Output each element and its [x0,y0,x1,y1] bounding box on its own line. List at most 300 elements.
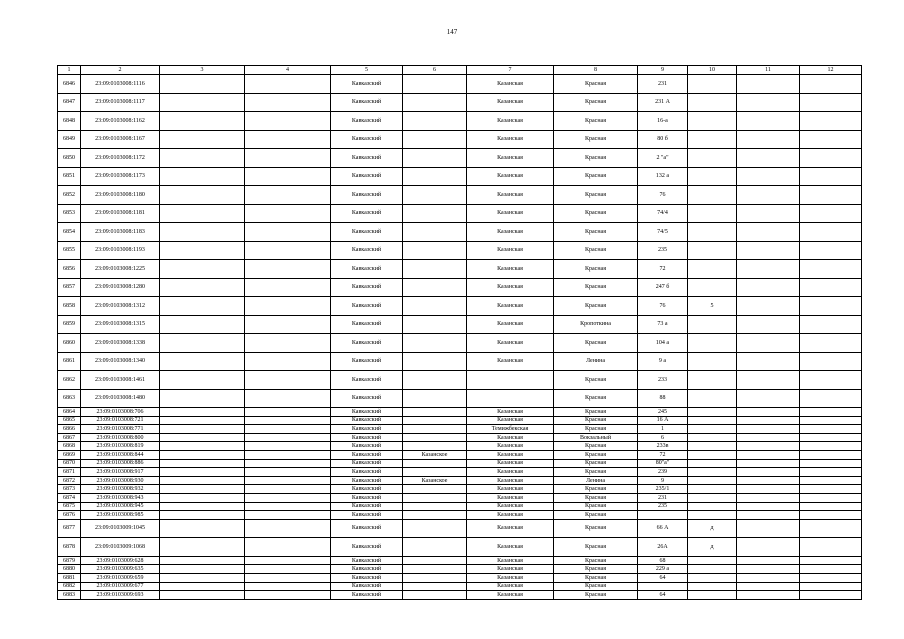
house-number-cell: 68 [638,556,688,565]
settlement-cell [403,538,467,557]
col12-cell [800,352,862,371]
col3-cell [160,556,245,565]
col12-cell [800,112,862,131]
table-row [58,315,862,334]
row-number-cell: 6864 [58,408,81,417]
table-row [58,389,862,408]
col10-cell [688,442,737,451]
locality-cell: Казанская [467,573,554,582]
col12-cell [800,204,862,223]
col12-cell [800,241,862,260]
column-header: 12 [800,66,862,75]
col11-cell [737,591,800,600]
row-number-cell: 6851 [58,167,81,186]
col3-cell [160,519,245,538]
col4-cell [245,591,331,600]
street-cell: Красная [554,167,638,186]
cadastral-number-cell: 23:09:0103009:1045 [81,519,160,538]
house-number-cell: 1 [638,425,688,434]
col11-cell [737,204,800,223]
col4-cell [245,389,331,408]
settlement-cell [403,519,467,538]
col11-cell [737,565,800,574]
col11-cell [737,511,800,520]
col4-cell [245,297,331,316]
row-number-cell: 6873 [58,485,81,494]
col10-cell [688,241,737,260]
cadastral-number-cell: 23:09:0103008:932 [81,485,160,494]
settlement-cell [403,485,467,494]
cadastral-number-cell: 23:09:0103008:1461 [81,371,160,390]
col3-cell [160,297,245,316]
col11-cell [737,468,800,477]
column-header: 7 [467,66,554,75]
cadastral-number-cell: 23:09:0103009:628 [81,556,160,565]
col12-cell [800,408,862,417]
col11-cell [737,334,800,353]
cadastral-number-cell: 23:09:0103008:706 [81,408,160,417]
col10-cell [688,565,737,574]
district-cell: Кавказский [331,468,403,477]
street-cell: Красная [554,186,638,205]
row-number-cell: 6856 [58,260,81,279]
street-cell: Красная [554,297,638,316]
house-number-cell: 9 а [638,352,688,371]
table-row [58,582,862,591]
table-row [58,538,862,557]
row-number-cell: 6879 [58,556,81,565]
locality-cell: Казанская [467,93,554,112]
locality-cell: Казанская [467,485,554,494]
house-number-cell: 233 [638,371,688,390]
locality-cell: Казанская [467,450,554,459]
table-row [58,186,862,205]
col11-cell [737,93,800,112]
col10-cell [688,459,737,468]
col11-cell [737,519,800,538]
col10-cell [688,371,737,390]
table-row [58,485,862,494]
cadastral-number-cell: 23:09:0103008:1280 [81,278,160,297]
col11-cell [737,389,800,408]
district-cell: Кавказский [331,278,403,297]
district-cell: Кавказский [331,416,403,425]
col10-cell [688,278,737,297]
district-cell: Кавказский [331,130,403,149]
district-cell: Кавказский [331,519,403,538]
house-number-cell: 231 [638,493,688,502]
locality-cell: Казанская [467,241,554,260]
col3-cell [160,433,245,442]
district-cell: Кавказский [331,433,403,442]
district-cell: Кавказский [331,485,403,494]
col10-cell [688,493,737,502]
cadastral-number-cell: 23:09:0103009:1068 [81,538,160,557]
house-number-cell: 235 [638,502,688,511]
col11-cell [737,260,800,279]
table-row [58,573,862,582]
row-number-cell: 6861 [58,352,81,371]
house-number-cell: 132 а [638,167,688,186]
house-number-cell: 235/1 [638,485,688,494]
house-number-cell: 73 а [638,315,688,334]
cadastral-number-cell: 23:09:0103008:1193 [81,241,160,260]
col4-cell [245,204,331,223]
col11-cell [737,130,800,149]
col4-cell [245,565,331,574]
row-number-cell: 6859 [58,315,81,334]
col10-cell [688,425,737,434]
street-cell: Красная [554,511,638,520]
locality-cell: Казанская [467,204,554,223]
col10-cell [688,149,737,168]
table-row [58,425,862,434]
locality-cell: Казанская [467,75,554,94]
col3-cell [160,315,245,334]
cadastral-number-cell: 23:09:0103008:771 [81,425,160,434]
district-cell: Кавказский [331,476,403,485]
col4-cell [245,371,331,390]
col10-cell [688,582,737,591]
house-number-cell [638,582,688,591]
col4-cell [245,459,331,468]
settlement-cell [403,582,467,591]
col4-cell [245,573,331,582]
district-cell: Кавказский [331,565,403,574]
street-cell: Ленина [554,352,638,371]
settlement-cell [403,93,467,112]
house-number-cell: 26А [638,538,688,557]
settlement-cell [403,352,467,371]
house-number-cell: 231 А [638,93,688,112]
cadastral-number-cell: 23:09:0103008:1338 [81,334,160,353]
table-row [58,371,862,390]
locality-cell: Казанская [467,511,554,520]
col3-cell [160,511,245,520]
locality-cell: Казанская [467,493,554,502]
table-row [58,112,862,131]
col11-cell [737,223,800,242]
locality-cell: Казанская [467,149,554,168]
col10-cell [688,416,737,425]
district-cell: Кавказский [331,511,403,520]
district-cell: Кавказский [331,297,403,316]
col10-cell [688,93,737,112]
col3-cell [160,223,245,242]
table-row [58,459,862,468]
col3-cell [160,442,245,451]
settlement-cell [403,511,467,520]
house-number-cell: 9 [638,476,688,485]
street-cell: Красная [554,204,638,223]
district-cell: Кавказский [331,149,403,168]
row-number-cell: 6854 [58,223,81,242]
col10-cell [688,389,737,408]
col3-cell [160,485,245,494]
settlement-cell [403,334,467,353]
col11-cell [737,167,800,186]
house-number-cell: 76 [638,186,688,205]
col3-cell [160,538,245,557]
col12-cell [800,476,862,485]
house-number-cell: 76 [638,297,688,316]
row-number-cell: 6849 [58,130,81,149]
col11-cell [737,315,800,334]
col4-cell [245,167,331,186]
locality-cell: Казанская [467,278,554,297]
street-cell: Красная [554,582,638,591]
table-row [58,260,862,279]
col12-cell [800,260,862,279]
row-number-cell: 6852 [58,186,81,205]
locality-cell: Казанская [467,408,554,417]
column-header: 4 [245,66,331,75]
col3-cell [160,130,245,149]
house-number-cell: 235 [638,241,688,260]
col12-cell [800,334,862,353]
cadastral-number-cell: 23:09:0103009:693 [81,591,160,600]
col3-cell [160,204,245,223]
table-row [58,502,862,511]
col11-cell [737,241,800,260]
settlement-cell [403,565,467,574]
col12-cell [800,223,862,242]
col10-cell [688,204,737,223]
col10-cell [688,260,737,279]
col4-cell [245,260,331,279]
settlement-cell [403,315,467,334]
col3-cell [160,573,245,582]
row-number-cell: 6877 [58,519,81,538]
settlement-cell [403,502,467,511]
settlement-cell [403,442,467,451]
house-number-cell: 64 [638,591,688,600]
row-number-cell: 6871 [58,468,81,477]
table-row [58,519,862,538]
row-number-cell: 6857 [58,278,81,297]
locality-cell: Казанская [467,433,554,442]
district-cell: Кавказский [331,241,403,260]
cadastral-number-cell: 23:09:0103008:886 [81,459,160,468]
col12-cell [800,511,862,520]
column-header: 5 [331,66,403,75]
table-row [58,223,862,242]
cadastral-number-cell: 23:09:0103008:930 [81,476,160,485]
row-number-cell: 6858 [58,297,81,316]
district-cell: Кавказский [331,93,403,112]
district-cell: Кавказский [331,186,403,205]
cadastral-number-cell: 23:09:0103008:1340 [81,352,160,371]
col10-cell [688,433,737,442]
locality-cell: Казанская [467,442,554,451]
col4-cell [245,502,331,511]
locality-cell [467,371,554,390]
column-header: 9 [638,66,688,75]
col3-cell [160,93,245,112]
district-cell: Кавказский [331,425,403,434]
district-cell: Кавказский [331,371,403,390]
row-number-cell: 6862 [58,371,81,390]
settlement-cell [403,186,467,205]
row-number-cell: 6874 [58,493,81,502]
house-number-cell [638,511,688,520]
col12-cell [800,389,862,408]
street-cell: Красная [554,468,638,477]
col4-cell [245,130,331,149]
col10-cell [688,315,737,334]
col10-cell [688,502,737,511]
col4-cell [245,493,331,502]
col4-cell [245,485,331,494]
table-row [58,433,862,442]
street-cell: Красная [554,93,638,112]
locality-cell: Казанская [467,582,554,591]
locality-cell: Казанская [467,334,554,353]
settlement-cell [403,556,467,565]
street-cell: Красная [554,485,638,494]
locality-cell [467,389,554,408]
col4-cell [245,186,331,205]
col10-cell [688,485,737,494]
col11-cell [737,416,800,425]
locality-cell: Казанская [467,468,554,477]
cadastral-number-cell: 23:09:0103008:844 [81,450,160,459]
col4-cell [245,450,331,459]
column-header: 6 [403,66,467,75]
row-number-cell: 6867 [58,433,81,442]
col12-cell [800,93,862,112]
col12-cell [800,425,862,434]
column-header: 11 [737,66,800,75]
house-number-cell: 74/5 [638,223,688,242]
settlement-cell [403,493,467,502]
table-row [58,442,862,451]
col4-cell [245,149,331,168]
street-cell: Красная [554,442,638,451]
col10-cell [688,591,737,600]
locality-cell: Казанская [467,167,554,186]
house-number-cell: 2 "а" [638,149,688,168]
table-row [58,408,862,417]
col4-cell [245,476,331,485]
col11-cell [737,459,800,468]
col4-cell [245,75,331,94]
row-number-cell: 6866 [58,425,81,434]
street-cell: Красная [554,149,638,168]
street-cell: Кропоткина [554,315,638,334]
col3-cell [160,149,245,168]
table-row [58,297,862,316]
street-cell: Красная [554,389,638,408]
col10-cell [688,130,737,149]
house-number-cell: 247 б [638,278,688,297]
house-number-cell: 104 а [638,334,688,353]
street-cell: Ленина [554,476,638,485]
district-cell: Кавказский [331,538,403,557]
col4-cell [245,352,331,371]
row-number-cell: 6876 [58,511,81,520]
street-cell: Красная [554,425,638,434]
col12-cell [800,278,862,297]
col12-cell [800,167,862,186]
col12-cell [800,565,862,574]
table-row [58,416,862,425]
table-row [58,556,862,565]
cadastral-number-cell: 23:09:0103008:1167 [81,130,160,149]
register-table [57,65,862,600]
col3-cell [160,416,245,425]
col3-cell [160,260,245,279]
locality-cell: Казанская [467,130,554,149]
table-header-row [58,66,862,75]
col10-cell [688,573,737,582]
col3-cell [160,425,245,434]
settlement-cell [403,167,467,186]
col10-cell [688,511,737,520]
cadastral-number-cell: 23:09:0103008:1173 [81,167,160,186]
col4-cell [245,241,331,260]
col12-cell [800,468,862,477]
col3-cell [160,371,245,390]
cadastral-number-cell: 23:09:0103008:1172 [81,149,160,168]
col11-cell [737,538,800,557]
locality-cell: Казанская [467,556,554,565]
col12-cell [800,502,862,511]
col11-cell [737,450,800,459]
cadastral-number-cell: 23:09:0103008:1315 [81,315,160,334]
col12-cell [800,297,862,316]
settlement-cell [403,468,467,477]
row-number-cell: 6882 [58,582,81,591]
locality-cell: Казанская [467,519,554,538]
cadastral-number-cell: 23:09:0103008:800 [81,433,160,442]
col12-cell [800,433,862,442]
col10-cell [688,476,737,485]
row-number-cell: 6870 [58,459,81,468]
house-number-cell: 88 [638,389,688,408]
house-number-cell: 233в [638,442,688,451]
house-number-cell: 231 [638,75,688,94]
col11-cell [737,556,800,565]
table-row [58,352,862,371]
district-cell: Кавказский [331,459,403,468]
col12-cell [800,591,862,600]
street-cell: Красная [554,502,638,511]
cadastral-number-cell: 23:09:0103008:985 [81,511,160,520]
col3-cell [160,493,245,502]
col3-cell [160,459,245,468]
cadastral-number-cell: 23:09:0103008:1480 [81,389,160,408]
row-number-cell: 6847 [58,93,81,112]
col11-cell [737,573,800,582]
house-number-cell: 72 [638,450,688,459]
col4-cell [245,468,331,477]
street-cell: Красная [554,112,638,131]
col4-cell [245,223,331,242]
district-cell: Кавказский [331,315,403,334]
row-number-cell: 6878 [58,538,81,557]
cadastral-number-cell: 23:09:0103008:1181 [81,204,160,223]
settlement-cell [403,591,467,600]
street-cell: Красная [554,565,638,574]
page-number: 147 [446,28,458,36]
col4-cell [245,334,331,353]
street-cell: Красная [554,130,638,149]
column-header: 8 [554,66,638,75]
locality-cell: Казанская [467,591,554,600]
settlement-cell: Казанское [403,476,467,485]
settlement-cell [403,297,467,316]
